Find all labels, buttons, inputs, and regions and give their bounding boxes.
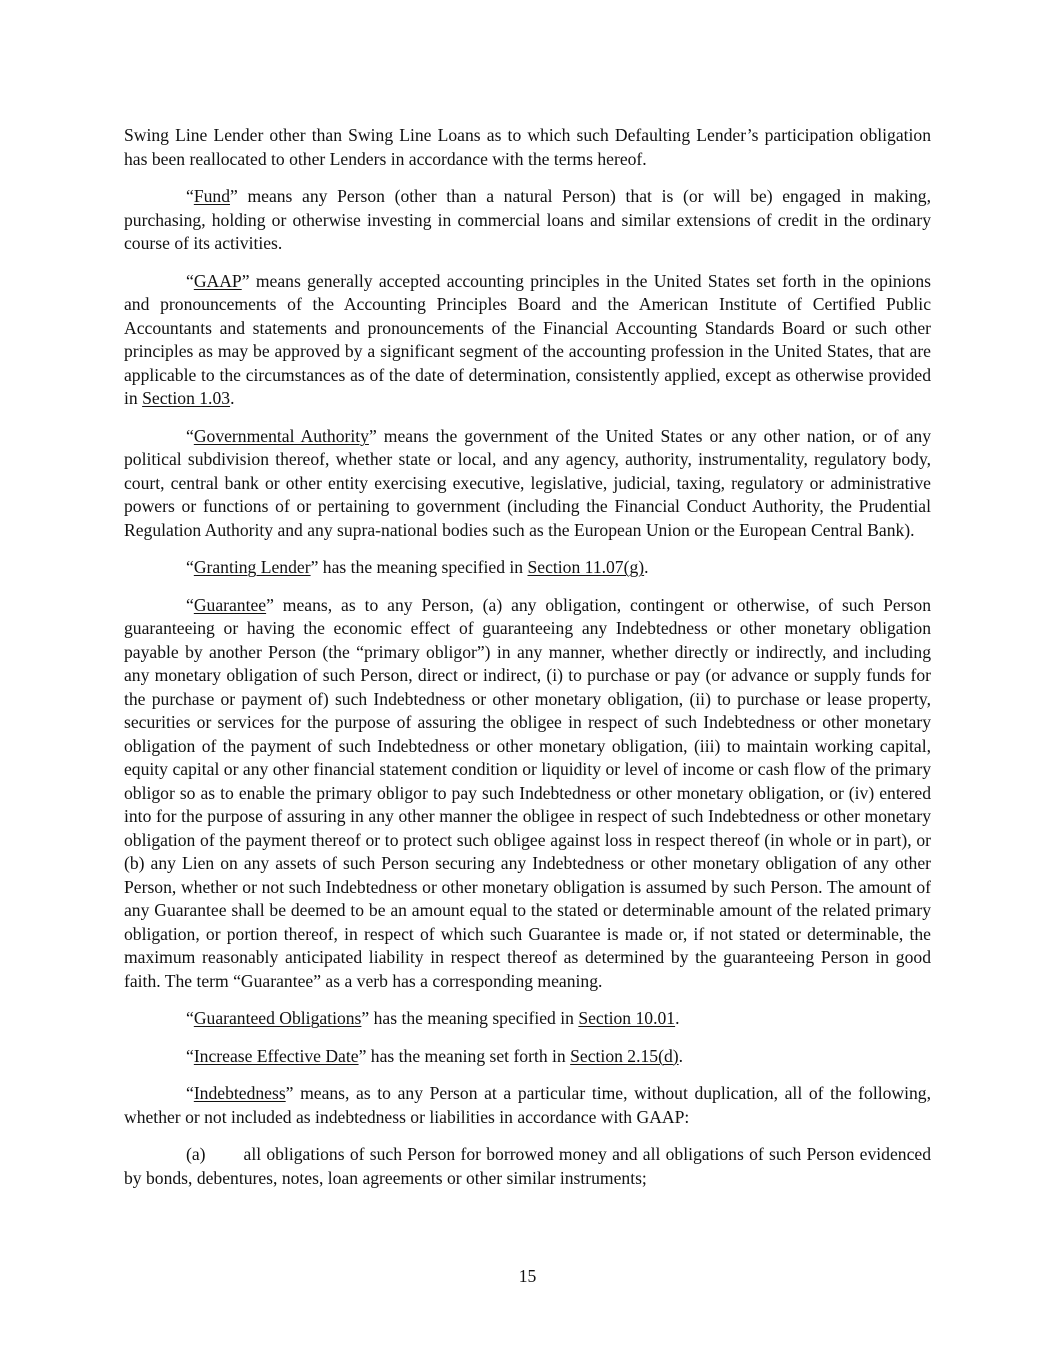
open-quote: “ xyxy=(186,270,194,291)
definition-governmental-authority xyxy=(124,425,931,543)
open-quote: “ xyxy=(186,425,194,446)
definition-guaranteed-obligations xyxy=(124,1007,931,1031)
defined-term: GAAP xyxy=(193,270,242,291)
defined-term: Governmental Authority xyxy=(193,425,369,446)
definition-gaap xyxy=(124,270,931,411)
definition-guarantee xyxy=(124,594,931,994)
definition-increase-effective-date xyxy=(124,1045,931,1069)
defined-term: Indebtedness xyxy=(193,1083,286,1103)
open-quote: “ xyxy=(186,557,194,577)
paragraph-text: Swing Line Lender other than Swing Line Loans as to which such Defaulting Lender’s participation obligation has been reallocated to other Lenders in accordance with the terms hereof. xyxy=(124,125,931,169)
section-reference: Section 11.07(g) xyxy=(527,557,645,577)
definition-text: ” means, as to any Person, (a) any obligation, contingent or otherwise, of such Person guaranteeing or having the economic effect of guaranteeing any Indebtedness or other monetary obligation payable by another Person (the “primary obligor”) in any manner, whether directly or indirectly, and including any monetary obligation of such Person, direct or indirect, (i) to purchase or pay (or advance or supply funds for the purchase or payment of) such Indebtedness or other monetary obligation, (ii) to purchase or lease property, securities or services for the purpose of assuring the obligee in respect of such Indebtedness or other monetary obligation of the payment of such Indebtedness or other monetary obligation, (iii) to maintain working capital, equity capital or any other financial statement condition or liquidity or level of income or cash flow of the primary obligor so as to enable the primary obligor to pay such Indebtedness or other monetary obligation, or (iv) entered into for the purpose of assuring in any other manner the obligee in respect of such Indebtedness or other monetary obligation of the payment thereof or to protect such obligee against loss in respect thereof (in whole or in part), or (b) any Lien on any assets of such Person securing any Indebtedness or other monetary obligation of any other Person, whether or not such Indebtedness or other monetary obligation is assumed by such Person. The amount of any Guarantee shall be deemed to be an amount equal to the stated or determinable amount of the related primary obligation, or portion thereof, in respect of which such Guarantee is made or, if not stated or determinable, the maximum reasonably anticipated liability in respect thereof as determined by the guaranteeing Person in good faith. The term “Guarantee” as a verb has a corresponding meaning. xyxy=(124,594,931,991)
page-number: 15 xyxy=(518,1266,537,1286)
definition-fund xyxy=(124,185,931,256)
list-item-a xyxy=(124,1143,931,1190)
document-page xyxy=(124,124,931,1204)
defined-term: Increase Effective Date xyxy=(193,1045,359,1066)
definition-text: ” means generally accepted accounting principles in the United States set forth in the opinions and pronouncements of the Accounting Principles Board and the American Institute of Certified Public Accountants and statements and pronouncements of the Financial Accounting Standards Board or such other principles as may be approved by a significant segment of the accounting profession in the United States, that are applicable to the circumstances as of the date of determination, consistently applied, except as otherwise provided in xyxy=(124,270,931,408)
definition-text: ” has the meaning set forth in xyxy=(358,1045,571,1066)
defined-term: Granting Lender xyxy=(193,557,311,577)
list-item-text: all obligations of such Person for borrowed money and all obligations of such Person evidenced by bonds, debentures, notes, loan agreements or other similar instruments; xyxy=(124,1144,931,1188)
paragraph-continuation xyxy=(124,124,931,171)
definition-text: ” means the government of the United States or any other nation, or of any political subdivision thereof, whether state or local, and any agency, authority, instrumentality, regulatory body, court, central bank or other entity exercising executive, legislative, judicial, taxing, regulatory or administrative powers or functions of or pertaining to government (including the Financial Conduct Authority, the Prudential Regulation Authority and any supra-national bodies such as the European Union or the European Central Bank). xyxy=(124,425,932,540)
definition-indebtedness xyxy=(124,1082,931,1129)
definition-text: ” has the meaning specified in xyxy=(361,1008,579,1028)
defined-term: Guarantee xyxy=(193,594,267,615)
open-quote: “ xyxy=(186,186,194,206)
section-reference: Section 1.03 xyxy=(142,388,231,408)
open-quote: “ xyxy=(186,594,194,615)
definition-text: ” means any Person (other than a natural Person) that is (or will be) engaged in making, purchasing, holding or otherwise investing in commercial loans and similar extensions of credit in the ordinary course of its activities. xyxy=(124,186,931,253)
definition-end: . xyxy=(644,557,649,577)
definition-end: . xyxy=(675,1008,680,1028)
definition-end: . xyxy=(678,1045,684,1066)
definition-granting-lender xyxy=(124,556,931,580)
definition-end: . xyxy=(230,388,235,408)
open-quote: “ xyxy=(186,1045,194,1066)
section-reference: Section 2.15(d) xyxy=(570,1045,679,1066)
defined-term: Fund xyxy=(193,186,230,206)
open-quote: “ xyxy=(186,1083,194,1103)
defined-term: Guaranteed Obligations xyxy=(193,1008,362,1028)
open-quote: “ xyxy=(186,1008,194,1028)
section-reference: Section 10.01 xyxy=(578,1008,676,1028)
definition-text: ” has the meaning specified in xyxy=(310,557,528,577)
list-item-label: (a) xyxy=(186,1144,206,1164)
definition-text: ” means, as to any Person at a particular time, without duplication, all of the following, whether or not included as indebtedness or liabilities in accordance with GAAP: xyxy=(124,1083,931,1127)
